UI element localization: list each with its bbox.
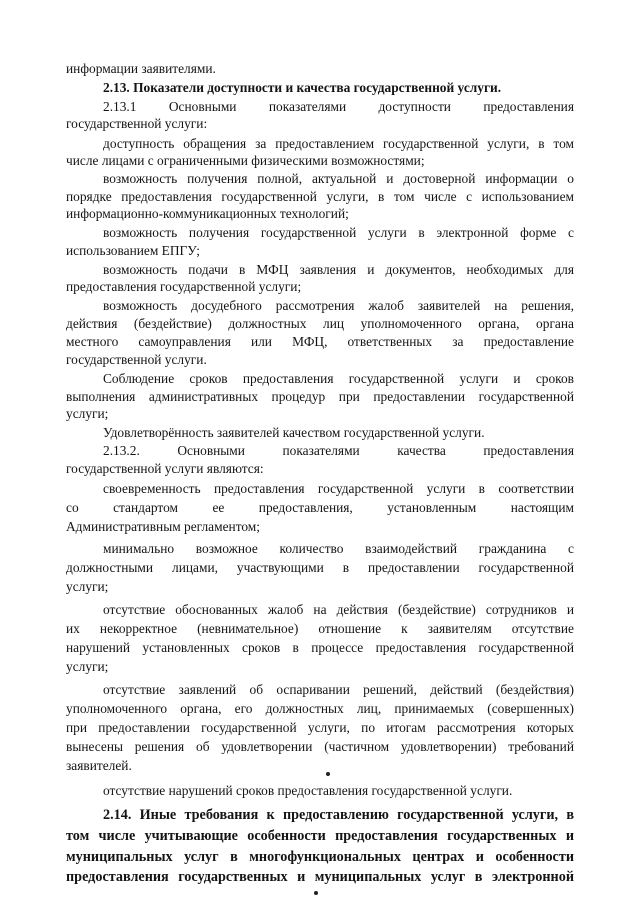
text-line: местного самоуправления или МФЦ, ответственных за предоставление <box>66 334 574 349</box>
text-line: государственной услуги: <box>66 116 208 131</box>
text-line: вынесены решения об удовлетворении (частичном удовлетворении) требований <box>66 739 574 754</box>
text-line: действия (бездействие) должностных лиц уполномоченного органа, органа <box>66 316 574 331</box>
text-line: нарушений установленных сроков в процессе предоставления государственной <box>66 640 574 655</box>
text-line: возможность получения полной, актуальной и достоверной информации о <box>103 171 574 186</box>
text-line: числе лицами с ограниченными физическими возможностями; <box>66 153 425 168</box>
text-line: информационно-коммуникационных технологий; <box>66 206 349 221</box>
scan-speck <box>326 772 330 776</box>
text-line: услуги; <box>66 406 109 421</box>
text-line: со стандартом ее предоставления, установленным настоящим <box>66 500 574 515</box>
text-line: возможность получения государственной услуги в электронной форме с <box>103 225 574 240</box>
scan-speck <box>314 891 318 895</box>
text-line: минимально возможное количество взаимодействий гражданина с <box>103 541 574 556</box>
text-line: возможность подачи в МФЦ заявления и документов, необходимых для <box>103 262 574 277</box>
section-heading-line: предоставления государственных и муниципальных услуг в электронной <box>66 869 574 885</box>
text-line: их некорректное (невнимательное) отношение к заявителям отсутствие <box>66 621 574 636</box>
section-heading: 2.13. Показатели доступности и качества государственной услуги. <box>103 80 502 95</box>
text-line: использованием ЕПГУ; <box>66 243 200 258</box>
text-line: отсутствие заявлений об оспаривании решений, действий (бездействия) <box>103 682 574 697</box>
text-line: заявителей. <box>66 758 132 773</box>
text-line: услуги; <box>66 579 109 594</box>
text-line: предоставления государственной услуги; <box>66 279 302 294</box>
text-line: возможность досудебного рассмотрения жалоб заявителей на решения, <box>103 298 574 313</box>
text-line: информации заявителями. <box>66 61 216 76</box>
text-line: своевременность предоставления государственной услуги в соответствии <box>103 481 574 496</box>
text-line: Удовлетворённость заявителей качеством государственной услуги. <box>103 425 485 440</box>
text-line: Соблюдение сроков предоставления государственной услуги и сроков <box>103 371 574 386</box>
text-line: доступность обращения за предоставлением государственной услуги, в том <box>103 136 574 151</box>
text-line: должностными лицами, участвующими в предоставлении государственной <box>66 560 574 575</box>
subsection-line: 2.13.1 Основными показателями доступности предоставления <box>103 99 574 114</box>
section-heading-line: том числе учитывающие особенности предоставления государственных и <box>66 828 574 844</box>
text-line: порядке предоставления государственной услуги, в том числе с использованием <box>66 189 574 204</box>
text-line: при предоставлении государственной услуги, по итогам рассмотрения которых <box>66 720 574 735</box>
text-line: государственной услуги являются: <box>66 461 264 476</box>
text-line: уполномоченного органа, его должностных лиц, принимаемых (совершенных) <box>66 701 574 716</box>
section-heading: 2.14. Иные требования к предоставлению государственной услуги, в <box>103 807 574 823</box>
text-line: услуги; <box>66 659 109 674</box>
text-line: государственной услуги. <box>66 352 207 367</box>
text-line: Административным регламентом; <box>66 519 260 534</box>
text-line: выполнения административных процедур при предоставлении государственной <box>66 389 574 404</box>
subsection-line: 2.13.2. Основными показателями качества предоставления <box>103 443 574 458</box>
section-heading-line: муниципальных услуг в многофункциональных центрах и особенности <box>66 849 574 865</box>
text-line: отсутствие обоснованных жалоб на действия (бездействие) сотрудников и <box>103 602 574 617</box>
text-line: отсутствие нарушений сроков предоставления государственной услуги. <box>103 783 513 798</box>
